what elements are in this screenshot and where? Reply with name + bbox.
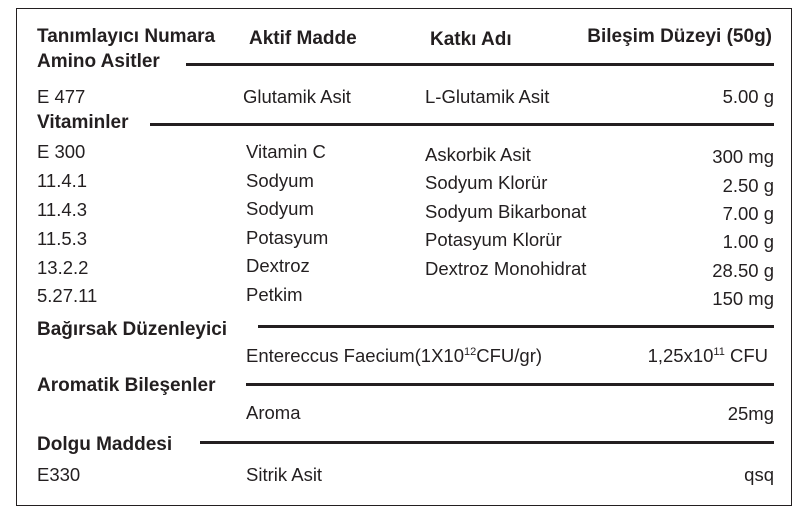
- section-divider: [150, 123, 774, 126]
- active-tail: CFU/gr): [476, 345, 543, 366]
- cell-level: 1.00 g: [722, 231, 774, 252]
- cell-active: Petkim: [246, 284, 303, 305]
- cell-level: qsq: [744, 464, 774, 485]
- header-identifier: Tanımlayıcı Numara: [37, 26, 216, 47]
- section-divider: [186, 63, 774, 66]
- cell-id: 5.27.11: [37, 285, 98, 306]
- cell-level: 2.50 g: [722, 175, 774, 196]
- cell-id: E 300: [37, 141, 86, 162]
- cell-active: Dextroz: [246, 255, 310, 276]
- cell-level: 25mg: [727, 403, 774, 424]
- section-amino-acids: Amino Asitler: [37, 51, 160, 72]
- cell-active: [246, 347, 542, 366]
- cell-additive: L-Glutamik Asit: [425, 86, 550, 107]
- cell-level: 5.00 g: [722, 86, 774, 107]
- cell-id: 11.4.1: [37, 170, 88, 191]
- header-active-substance: Aktif Madde: [249, 28, 357, 49]
- cell-id: 13.2.2: [37, 257, 89, 278]
- composition-table: [16, 8, 792, 506]
- cell-active: Glutamik Asit: [243, 86, 351, 107]
- cell-level: 150 mg: [712, 288, 774, 309]
- section-divider: [200, 441, 774, 444]
- section-filler: Dolgu Maddesi: [37, 434, 173, 455]
- cell-additive: Askorbik Asit: [425, 144, 531, 165]
- header-additive-name: Katkı Adı: [430, 29, 512, 50]
- level-exponent: 11: [713, 346, 725, 358]
- cell-level: 7.00 g: [722, 203, 774, 224]
- cell-id: E 477: [37, 86, 86, 107]
- level-base: 1,25x10: [647, 345, 714, 366]
- cell-additive: Sodyum Bikarbonat: [425, 201, 587, 222]
- cell-active: Vitamin C: [246, 141, 326, 162]
- section-vitamins: Vitaminler: [37, 112, 129, 133]
- section-divider: [246, 383, 774, 386]
- cell-level: 300 mg: [712, 146, 774, 167]
- active-exponent: 12: [464, 346, 477, 358]
- active-base: Entereccus Faecium(1X10: [246, 345, 464, 366]
- section-aromatic-components: Aromatik Bileşenler: [37, 375, 216, 396]
- level-tail: CFU: [724, 345, 768, 366]
- cell-active: Sitrik Asit: [246, 464, 323, 485]
- cell-active: Potasyum: [246, 227, 329, 248]
- section-divider: [258, 325, 774, 328]
- cell-id: 11.5.3: [37, 228, 88, 249]
- cell-additive: Potasyum Klorür: [425, 229, 562, 250]
- cell-active: Sodyum: [246, 198, 314, 219]
- cell-additive: Dextroz Monohidrat: [425, 258, 587, 279]
- cell-level: [648, 347, 768, 366]
- cell-active: Sodyum: [246, 170, 314, 191]
- cell-active: Aroma: [246, 402, 301, 423]
- cell-additive: Sodyum Klorür: [425, 172, 548, 193]
- cell-id: 11.4.3: [37, 199, 88, 220]
- cell-level: 28.50 g: [712, 260, 774, 281]
- header-composition-level: Bileşim Düzeyi (50g): [587, 26, 772, 47]
- cell-id: E330: [37, 464, 81, 485]
- section-gut-regulator: Bağırsak Düzenleyici: [37, 319, 228, 340]
